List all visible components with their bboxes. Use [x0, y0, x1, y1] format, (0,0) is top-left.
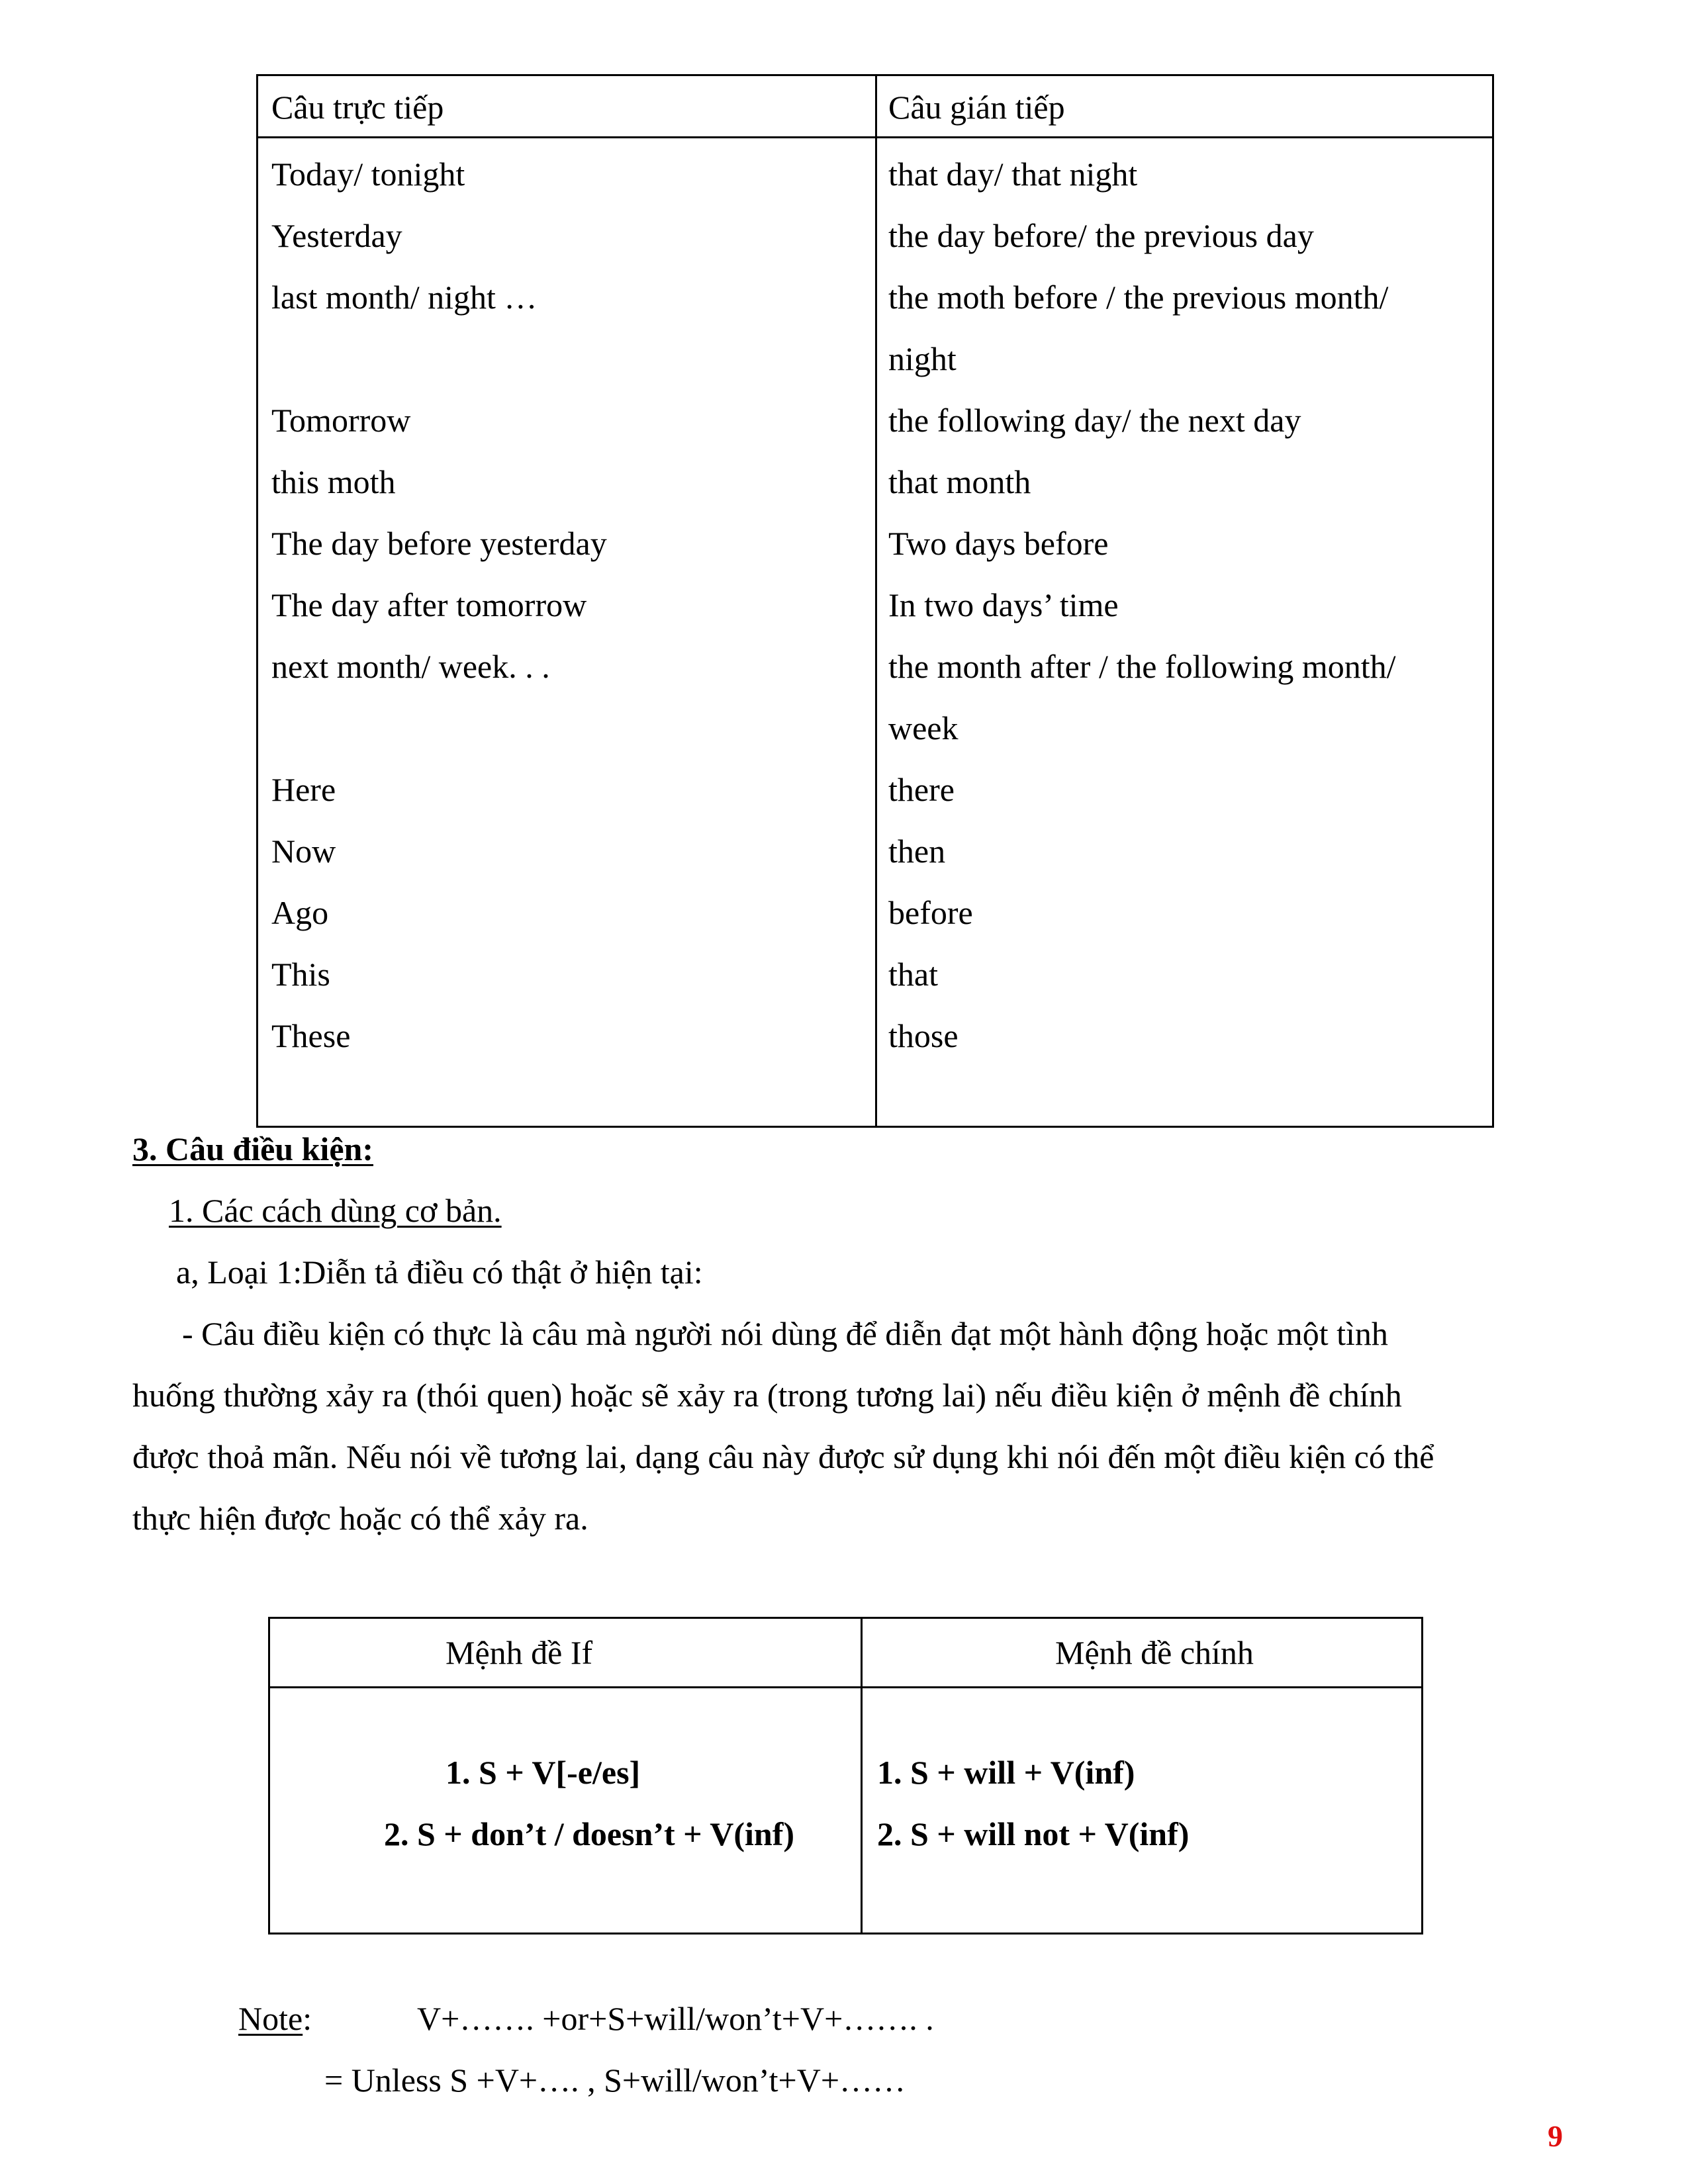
direct-item: Yesterday	[271, 217, 402, 254]
indirect-item: then	[888, 833, 946, 870]
conditional-table	[268, 1617, 1423, 1934]
paragraph-line: được thoả mãn. Nếu nói về tương lai, dạng câu này được sử dụng khi nói đến một điều kiện có thể	[132, 1438, 1434, 1475]
table-column-divider	[875, 76, 877, 1126]
direct-item: Ago	[271, 894, 329, 931]
paragraph-line: huống thường xảy ra (thói quen) hoặc sẽ xảy ra (trong tương lai) nếu điều kiện ở mệnh đề chính	[132, 1377, 1402, 1414]
direct-item: Today/ tonight	[271, 156, 465, 193]
note-line: = Unless S +V+…. , S+will/won’t+V+……	[324, 2062, 906, 2099]
header-if-clause: Mệnh đề If	[445, 1634, 593, 1671]
indirect-item: the following day/ the next day	[888, 402, 1301, 439]
direct-item: Now	[271, 833, 336, 870]
indirect-item: the day before/ the previous day	[888, 217, 1314, 254]
indirect-item: Two days before	[888, 525, 1109, 562]
table-header-divider	[258, 136, 1492, 138]
indirect-speech-column	[888, 144, 1396, 1067]
indirect-item: the month after / the following month/	[888, 648, 1396, 685]
direct-speech-column	[271, 144, 607, 1067]
header-indirect-speech: Câu gián tiếp	[888, 89, 1065, 126]
main-clause-formula: 1. S + will + V(inf)	[877, 1754, 1135, 1791]
note	[238, 1988, 312, 2050]
direct-item: Tomorrow	[271, 402, 411, 439]
indirect-item: week	[888, 709, 959, 747]
table-header-divider	[270, 1686, 1421, 1688]
page-number: 9	[1548, 2119, 1563, 2153]
direct-item: The day before yesterday	[271, 525, 607, 562]
direct-item: These	[271, 1017, 351, 1054]
if-clause-formula: 2. S + don’t / doesn’t + V(inf)	[384, 1815, 795, 1852]
direct-item: next month/ week. . .	[271, 648, 550, 685]
main-clause-formula: 2. S + will not + V(inf)	[877, 1815, 1190, 1852]
indirect-item: In two days’ time	[888, 586, 1119, 623]
direct-item: last month/ night …	[271, 279, 538, 316]
direct-item: This	[271, 956, 330, 993]
indirect-item: that	[888, 956, 938, 993]
direct-item	[271, 328, 607, 390]
indirect-item: that month	[888, 463, 1031, 500]
reported-speech-table	[256, 74, 1494, 1128]
indirect-item: night	[888, 340, 957, 377]
note-line: V+……. +or+S+will/won’t+V+……. .	[417, 2000, 934, 2037]
header-main-clause: Mệnh đề chính	[1055, 1634, 1254, 1671]
direct-item: this moth	[271, 463, 396, 500]
direct-item: The day after tomorrow	[271, 586, 587, 623]
indirect-item: that day/ that night	[888, 156, 1138, 193]
note-label: Note	[238, 2000, 303, 2037]
paragraph-line: - Câu điều kiện có thực là câu mà người nói dùng để diễn đạt một hành động hoặc một tình	[182, 1315, 1388, 1352]
indirect-item: the moth before / the previous month/	[888, 279, 1389, 316]
section-heading: 3. Câu điều kiện:	[132, 1130, 373, 1167]
header-direct-speech: Câu trực tiếp	[271, 89, 444, 126]
paragraph-line: thực hiện được hoặc có thể xảy ra.	[132, 1500, 588, 1537]
indirect-item: there	[888, 771, 955, 808]
indirect-item: before	[888, 894, 973, 931]
note-colon: :	[303, 2000, 312, 2037]
section-subheading: 1. Các cách dùng cơ bản.	[169, 1192, 502, 1229]
table-column-divider	[861, 1619, 863, 1933]
direct-item	[271, 698, 607, 759]
direct-item: Here	[271, 771, 336, 808]
if-clause-formula: 1. S + V[-e/es]	[445, 1754, 641, 1791]
indirect-item: those	[888, 1017, 959, 1054]
type1-title: a, Loại 1:Diễn tả điều có thật ở hiện tại:	[176, 1253, 703, 1291]
